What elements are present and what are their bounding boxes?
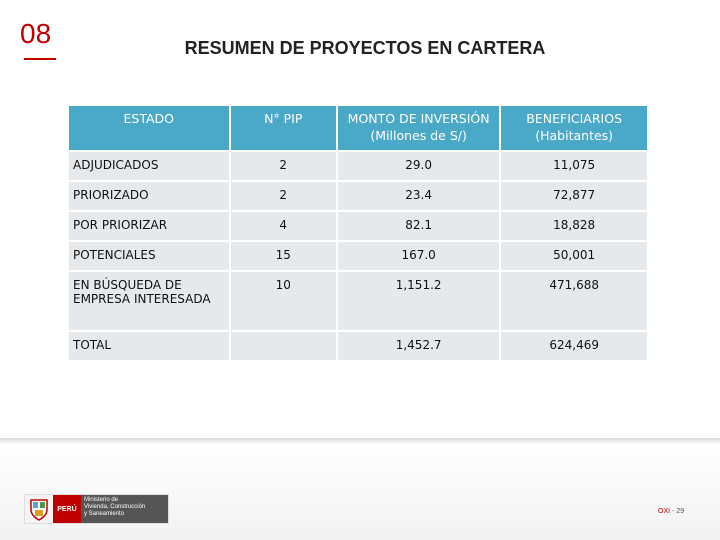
cell-beneficiarios: 471,688 bbox=[501, 272, 647, 330]
header-beneficiarios-line2: (Habitantes) bbox=[535, 128, 614, 143]
cell-estado: ADJUDICADOS bbox=[69, 152, 229, 180]
cell-pip: 15 bbox=[231, 242, 336, 270]
header-pip: N° PIP bbox=[231, 106, 336, 150]
cell-beneficiarios: 72,877 bbox=[501, 182, 647, 210]
cell-beneficiarios: 50,001 bbox=[501, 242, 647, 270]
logo-ministry-name bbox=[81, 495, 168, 523]
ministry-line1: Ministerio de bbox=[84, 497, 119, 503]
cell-pip: 4 bbox=[231, 212, 336, 240]
header-beneficiarios bbox=[501, 106, 647, 150]
summary-table bbox=[67, 104, 649, 362]
table-row bbox=[69, 152, 647, 180]
cell-estado: POR PRIORIZAR bbox=[69, 212, 229, 240]
header-monto-line2: (Millones de S/) bbox=[370, 128, 467, 143]
total-label: TOTAL bbox=[69, 332, 229, 360]
total-beneficiarios: 624,469 bbox=[501, 332, 647, 360]
cell-pip: 2 bbox=[231, 152, 336, 180]
coat-of-arms-icon bbox=[25, 495, 53, 523]
cell-estado-line2: EMPRESA INTERESADA bbox=[73, 292, 211, 306]
page-code: OXI bbox=[658, 508, 671, 515]
cell-beneficiarios: 18,828 bbox=[501, 212, 647, 240]
cell-monto: 23.4 bbox=[338, 182, 499, 210]
page-number: 29 bbox=[676, 508, 685, 515]
ministry-line2: Vivienda, Construcción bbox=[84, 504, 146, 510]
logo-peru: PERÚ bbox=[53, 495, 81, 523]
table-row bbox=[69, 272, 647, 330]
table-header-row bbox=[69, 106, 647, 150]
total-monto: 1,452.7 bbox=[338, 332, 499, 360]
ministry-line3: y Saneamiento bbox=[84, 511, 125, 517]
slide-title: RESUMEN DE PROYECTOS EN CARTERA bbox=[184, 38, 546, 58]
page-separator: - bbox=[670, 508, 677, 515]
header-beneficiarios-line1: BENEFICIARIOS bbox=[526, 111, 623, 126]
ministry-logo bbox=[24, 494, 169, 524]
cell-pip: 10 bbox=[231, 272, 336, 330]
header-monto bbox=[338, 106, 499, 150]
cell-estado bbox=[69, 272, 229, 330]
header-estado: ESTADO bbox=[69, 106, 229, 150]
cell-monto: 1,151.2 bbox=[338, 272, 499, 330]
cell-beneficiarios: 11,075 bbox=[501, 152, 647, 180]
cell-pip: 2 bbox=[231, 182, 336, 210]
table-row bbox=[69, 212, 647, 240]
slide-number-underline bbox=[24, 58, 56, 60]
total-pip bbox=[231, 332, 336, 360]
header-monto-line1: MONTO DE INVERSIÓN bbox=[347, 111, 490, 126]
table-row bbox=[69, 242, 647, 270]
slide-number: 08 bbox=[20, 18, 52, 49]
cell-monto: 167.0 bbox=[338, 242, 499, 270]
footer-band bbox=[0, 444, 720, 540]
cell-estado-line1: EN BÚSQUEDA DE bbox=[73, 278, 182, 292]
cell-monto: 82.1 bbox=[338, 212, 499, 240]
table-total-row bbox=[69, 332, 647, 360]
table-row bbox=[69, 182, 647, 210]
page-reference bbox=[658, 508, 684, 515]
cell-monto: 29.0 bbox=[338, 152, 499, 180]
cell-estado: PRIORIZADO bbox=[69, 182, 229, 210]
cell-estado: POTENCIALES bbox=[69, 242, 229, 270]
